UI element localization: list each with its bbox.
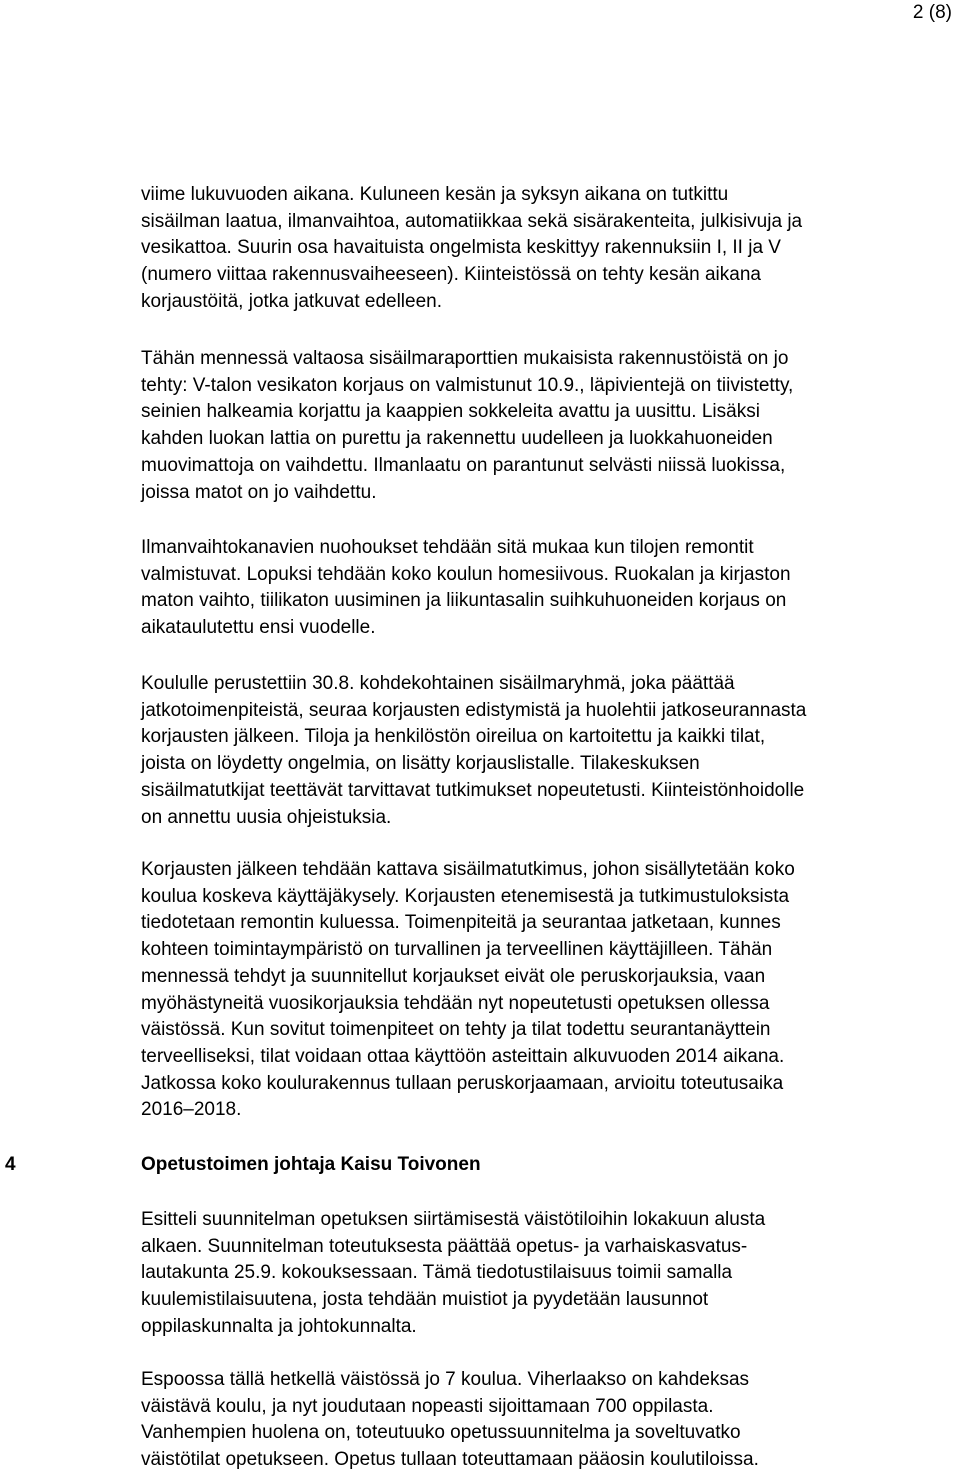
paragraph-follow-up-study: Korjausten jälkeen tehdään kattava sisäilmatutkimus, johon sisällytetään koko koulua koskeva käyttäjäkysely. Korjausten etenemisestä ja tutkimustuloksista tiedotetaan remontin kuluessa. Toimenpiteitä ja seurantaa jatketaan, kunnes kohteen toimintaympäristö on turvallinen ja terveellinen käyttäjilleen. Tähän mennessä tehdyt ja suunnitellut korjaukset eivät ole peruskorjauksia, vaan myöhästyneitä vuosikorjauksia tehdään nyt nopeutetusti opetuksen ollessa väistössä. Kun sovitut toimenpiteet on tehty ja tilat todettu seurantanäyttein terveelliseksi, tilat voidaan ottaa käyttöön asteittain alkuvuoden 2014 aikana. Jatkossa koko koulurakennus tullaan peruskorjaamaan, arvioitu toteutusaika 2016–2018.: [141, 859, 795, 1121]
paragraph-completed-repairs: Tähän mennessä valtaosa sisäilmaraporttien mukaisista rakennustöistä on jo tehty: V-talon vesikaton korjaus on valmistunut 10.9., läpivientejä on tiivistetty, seinien halkeamia korjattu ja kaappien sokkeleita avattu ja uusittu. Lisäksi kahden luokan lattia on purettu ja rakennettu uudelleen ja luokkahuoneiden muovimattoja on vaihdettu. Ilmanlaatu on parantunut selvästi niissä luokissa, joissa matot on jo vaihdettu.: [141, 348, 794, 503]
paragraph-building-investigations: viime lukuvuoden aikana. Kuluneen kesän ja syksyn aikana on tutkittu sisäilman laatua, ilmanvaihtoa, automatiikkaa sekä sisärakenteita, julkisivuja ja vesikattoa. Suurin osa havaituista ongelmista keskittyy rakennuksiin I, II ja V (numero viittaa rakennusvaiheeseen). Kiinteistössä on tehty kesän aikana korjaustöitä, jotka jatkuvat edelleen.: [141, 184, 803, 312]
paragraph-schools-in-evacuation: Espoossa tällä hetkellä väistössä jo 7 koulua. Viherlaakso on kahdeksas väistävä koulu, ja nyt joudutaan nopeasti sijoittamaan 700 oppilasta. Vanhempien huolena on, toteutuuko opetussuunnitelma ja soveltuvatko väistötilat opetukseen. Opetus tullaan toteuttamaan pääosin koulutiloissa.: [141, 1369, 759, 1471]
section-title: Opetustoimen johtaja Kaisu Toivonen: [141, 1154, 481, 1175]
section-number: 4: [5, 1154, 16, 1175]
page-number: 2 (8): [912, 2, 952, 23]
paragraph-indoor-air-group: Koululle perustettiin 30.8. kohdekohtainen sisäilmaryhmä, joka päättää jatkotoimenpiteistä, seuraa korjausten edistymistä ja huolehtii jatkoseurannasta korjausten jälkeen. Tiloja ja henkilöstön oireilua on kartoitettu ja kaikki tilat, joista on löydetty ongelmia, on lisätty korjauslistalle. Tilakeskuksen sisäilmatutkijat teettävät tarvittavat tutkimukset nopeutetusti. Kiinteistönhoidolle on annettu uusia ohjeistuksia.: [141, 673, 807, 828]
paragraph-relocation-plan: Esitteli suunnitelman opetuksen siirtämisestä väistötiloihin lokakuun alusta alkaen. Suunnitelman toteutuksesta päättää opetus- ja varhaiskasvatus- lautakunta 25.9. kokouksessaan. Tämä tiedotustilaisuus toimii samalla kuulemistilaisuutena, josta tehdään muistiot ja pyydetään lausunnot oppilaskunnalta ja johtokunnalta.: [141, 1209, 766, 1337]
paragraph-ventilation-cleaning: Ilmanvaihtokanavien nuohoukset tehdään sitä mukaa kun tilojen remontit valmistuvat. Lopuksi tehdään koko koulun homesiivous. Ruokalan ja kirjaston maton vaihto, tiilikaton uusiminen ja liikuntasalin suihkuhuoneiden korjaus on aikataulutettu ensi vuodelle.: [141, 537, 791, 639]
